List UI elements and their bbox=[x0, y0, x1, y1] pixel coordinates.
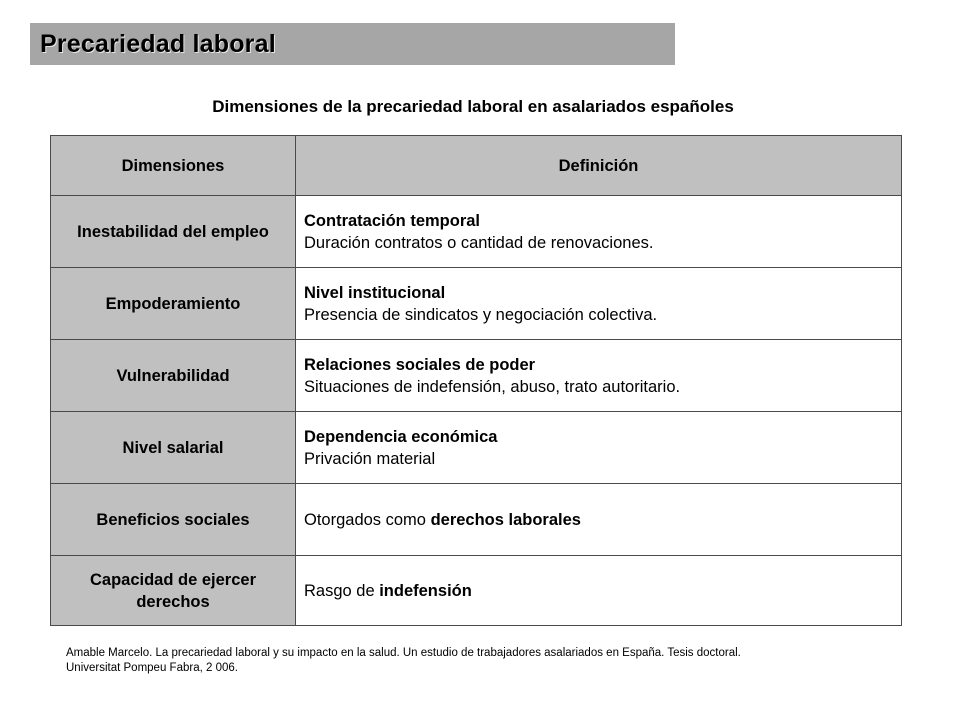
definition-title: Nivel institucional bbox=[304, 283, 446, 302]
column-header-definicion: Definición bbox=[296, 136, 902, 196]
definition-title: Dependencia económica bbox=[304, 427, 498, 446]
definition-cell bbox=[296, 412, 902, 484]
definition-text: Presencia de sindicatos y negociación colectiva. bbox=[304, 305, 658, 324]
table-row bbox=[51, 196, 902, 268]
table-row bbox=[51, 412, 902, 484]
dimension-cell: Capacidad de ejercer derechos bbox=[51, 556, 296, 626]
table-row bbox=[51, 484, 902, 556]
definition-prefix: Rasgo de bbox=[304, 581, 380, 600]
dimensions-table bbox=[50, 135, 902, 626]
definition-bold: indefensión bbox=[379, 581, 472, 600]
dimension-cell: Vulnerabilidad bbox=[51, 340, 296, 412]
title-bar bbox=[30, 23, 675, 65]
table-row bbox=[51, 340, 902, 412]
table-caption: Dimensiones de la precariedad laboral en asalariados españoles bbox=[212, 97, 734, 116]
definition-bold: derechos laborales bbox=[430, 510, 581, 529]
dimension-cell: Nivel salarial bbox=[51, 412, 296, 484]
definition-text: Privación material bbox=[304, 449, 436, 468]
definition-cell bbox=[296, 268, 902, 340]
definition-cell bbox=[296, 196, 902, 268]
column-header-dimensiones: Dimensiones bbox=[51, 136, 296, 196]
citation-footnote bbox=[66, 646, 886, 676]
definition-text: Situaciones de indefensión, abuso, trato autoritario. bbox=[304, 377, 681, 396]
dimension-cell: Beneficios sociales bbox=[51, 484, 296, 556]
dimension-cell: Inestabilidad del empleo bbox=[51, 196, 296, 268]
definition-title: Relaciones sociales de poder bbox=[304, 355, 536, 374]
definition-prefix: Otorgados como bbox=[304, 510, 431, 529]
definition-title: Contratación temporal bbox=[304, 211, 481, 230]
table-row bbox=[51, 268, 902, 340]
definition-text: Duración contratos o cantidad de renovaciones. bbox=[304, 233, 654, 252]
definition-cell bbox=[296, 340, 902, 412]
table-header-row bbox=[51, 136, 902, 196]
definition-cell bbox=[296, 556, 902, 626]
dimension-cell: Empoderamiento bbox=[51, 268, 296, 340]
table-row bbox=[51, 556, 902, 626]
footnote-line-2: Universitat Pompeu Fabra, 2 006. bbox=[66, 662, 238, 674]
page-title: Precariedad laboral bbox=[40, 29, 276, 58]
definition-cell bbox=[296, 484, 902, 556]
footnote-line-1: Amable Marcelo. La precariedad laboral y su impacto en la salud. Un estudio de trabajadores asalariados en España. Tesis doctoral. bbox=[66, 647, 741, 659]
